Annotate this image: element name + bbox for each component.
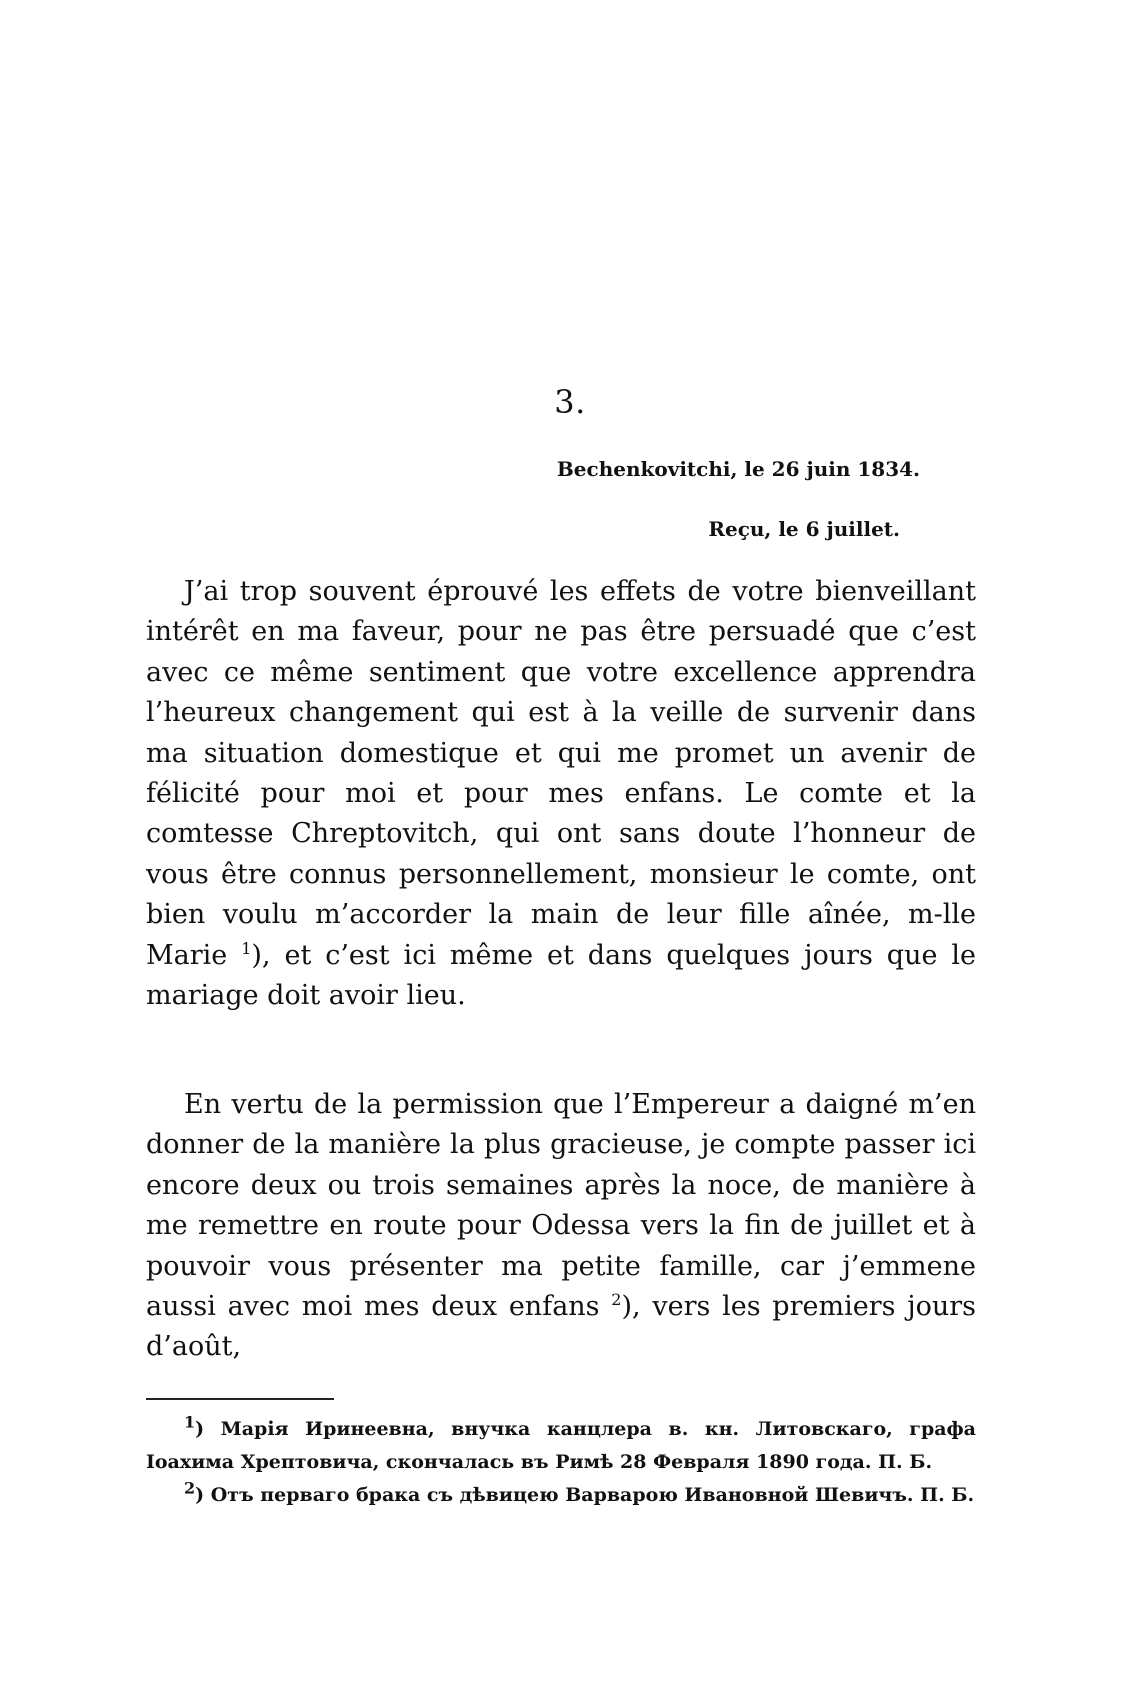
- paragraph-2-text-a: En vertu de la permission que l’Empereur a daigné m’en donner de la manière la plus gracieuse, je compte passer ici encore deux ou trois semaines après la noce, de manière à me remettre en route pour Odessa vers la fin de juillet et à pouvoir vous présenter ma petite famille, car j’emmene aussi avec moi mes deux enfans: [146, 1089, 976, 1323]
- paragraph-1-text-a: J’ai trop souvent éprouvé les effets de votre bienveillant intérêt en ma faveur, pour ne pas être persuadé que c’est avec ce même sentiment que votre excellence apprendra l’heureux changement qui est à la veille de survenir dans ma situation domestique et qui me promet un avenir de félicité pour moi et pour mes enfans. Le comte et la comtesse Chreptovitch, qui ont sans doute l’honneur de vous être connus personnellement, monsieur le comte, ont bien voulu m’accorder la main de leur fille aînée, m-lle Marie: [146, 576, 976, 971]
- letter-number: 3.: [554, 383, 586, 421]
- paragraph-1-text-b: ), et c’est ici même et dans quelques jours que le mariage doit avoir lieu.: [146, 939, 976, 1012]
- dateline: Bechenkovitchi, le 26 juin 1834.: [556, 457, 920, 481]
- footnote-ref-2: 2: [611, 1290, 622, 1310]
- paragraph-1: [146, 572, 976, 1016]
- footnote-2: [146, 1479, 976, 1512]
- footnote-1-marker: 1: [184, 1412, 196, 1432]
- paragraph-2: [146, 1085, 976, 1368]
- paragraph-2-text-b: ), vers les premiers jours d’août,: [146, 1291, 976, 1363]
- footnote-1: [146, 1413, 976, 1479]
- footnote-1-text: ) Марія Иринеевна, внучка канцлера в. кн. Литовскаго, графа Іоахима Хрептовича, скончалась въ Римѣ 28 Февраля 1890 года. П. Б.: [146, 1418, 976, 1473]
- footnote-2-text: ) Отъ перваго брака съ дѣвицею Варварою Ивановной Шевичъ. П. Б.: [195, 1484, 975, 1506]
- received-date: Reçu, le 6 juillet.: [708, 517, 900, 541]
- footnote-ref-1: 1: [241, 938, 252, 958]
- footnote-divider: [146, 1398, 334, 1400]
- footnote-2-marker: 2: [184, 1478, 196, 1498]
